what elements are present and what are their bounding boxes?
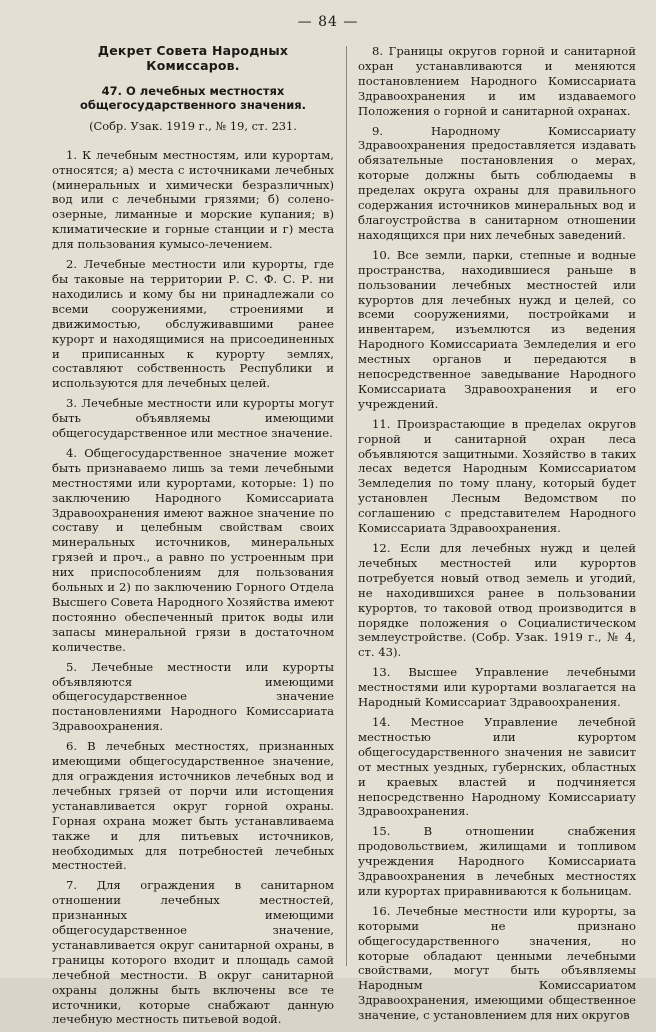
paragraph-15: 15. В отношении снабжения продовольствием, жилищами и топливом учреждения Народного Комиссариата Здравоохранения в лечебных местностях или курортах приравниваются к больницам.: [358, 824, 636, 898]
right-column: [358, 44, 636, 1028]
paragraph-7: 7. Для ограждения в санитарном отношении лечебных местностей, признанных имеющими общегосударственное значение, устанавливается округ санитарной охраны, в границы которого входит и площадь самой лечебной местности. В округ санитарной охраны должны быть включены все те источники, которые снабжают данную лечебную местность питьевой водой.: [52, 878, 334, 1027]
paragraph-1: 1. К лечебным местностям, или курортам, относятся; а) места с источниками лечебных (минеральных и химически безразличных) вод или с лечебными грязями; б) солено-озерные, лиманные и морские купания; в) климатические и горные станции и г) места для пользования кумысо-лечением.: [52, 147, 334, 252]
paragraph-12: 12. Если для лечебных нужд и целей лечебных местностей или курортов потребуется новый отвод земель и угодий, не находившихся ранее в пользовании курортов, то таковой отвод производится в порядке положения о Социалистическом землеустройстве. (Собр. Узак. 1919 г., № 4, ст. 43).: [358, 541, 636, 660]
law-heading: 47. О лечебных местностях общегосударственного значения.: [79, 83, 307, 113]
paragraph-16: 16. Лечебные местности или курорты, за которыми не признано общегосударственного значения, но которые обладают ценными лечебными свойствами, могут быть объявляемы Народным Комиссариатом Здравоохранения, имеющими общественное значение, с установлением для них округов: [358, 903, 636, 1023]
paragraph-14: 14. Местное Управление лечебной местностью или курортом общегосударственного значения не зависит от местных уездных, губернских, областных и краевых властей и подчиняется непосредственно Народному Комиссариату Здравоохранения.: [358, 714, 636, 819]
paragraph-2: 2. Лечебные местности или курорты, где бы таковые на территории Р. С. Ф. С. Р. ни находились и кому бы ни принадлежали со всеми сооружениями, строениями и движимостью, обслуживавшими ранее курорт и находящимися на присоединенных и приписанных к курорту землях, составляют собственность Республики и используются для лечебных целей.: [52, 257, 334, 391]
paragraph-6: 6. В лечебных местностях, признанных имеющими общегосударственное значение, для ограждения источников лечебных вод и лечебных грязей от порчи или истощения устанавливается округ горной охраны. Горная охрана может быть устанавливаема также и для питьевых источников, необходимых для потребностей лечебных местностей.: [52, 739, 334, 873]
paragraph-3: 3. Лечебные местности или курорты могут быть объявляемы имеющими общегосударственное или местное значение.: [52, 396, 334, 441]
paragraph-11: 11. Произрастающие в пределах округов горной и санитарной охран леса объявляются защитными. Хозяйство в таких лесах ведется Народным Комиссариатом Земледелия по тому плану, который будет установлен Лесным Ведомством по соглашению с представителем Народного Комиссариата Здравоохранения.: [358, 416, 636, 536]
paragraph-8: 8. Границы округов горной и санитарной охран устанавливаются и меняются постановлением Народного Комиссариата Здравоохранения и им издаваемого Положения о горной и санитарной охранах.: [358, 44, 636, 118]
source-citation: (Собр. Узак. 1919 г., № 19, ст. 231.: [89, 118, 297, 133]
page-number: — 84 —: [297, 14, 359, 30]
paragraph-9: 9. Народному Комиссариату Здравоохранения предоставляется издавать обязательные постановления о мерах, которые должны быть соблюдаемы в пределах округа охраны для правильного содержания источников минеральных вод и благоустройства в санитарном отношении находящихся при них лечебных заведений.: [358, 123, 636, 242]
paragraph-4: 4. Общегосударственное значение может быть признаваемо лишь за теми лечебными местностями или курортами, которые: 1) по заключению Народного Комиссариата Здравоохранения имеют важное значение по составу и целебным свойствам своих минеральных источников, минеральных грязей и проч., а равно по устроенным при них приспособлениям для пользования больных и 2) по заключению Горного Отдела Высшего Совета Народного Хозяйства имеют постоянно обеспеченный приток воды или запасы минеральной грязи в достаточном количестве.: [52, 445, 334, 654]
column-divider: [346, 46, 347, 966]
left-column: [52, 44, 334, 1032]
paragraph-10: 10. Все земли, парки, степные и водные пространства, находившиеся раньше в пользовании лечебных местностей или курортов для лечебных нужд и целей, со всеми сооружениями, постройками и инвентарем, изъемлются из ведения Народного Комиссариата Земледелия и его местных органов и передаются в непосредственное заведывание Народного Комиссариата Здравоохранения и его учреждений.: [358, 247, 636, 411]
decree-title: Декрет Совета Народных Комиссаров.: [97, 43, 289, 73]
paragraph-5: 5. Лечебные местности или курорты объявляются имеющими общегосударственное значение постановлениями Народного Комиссариата Здравоохранения.: [52, 659, 334, 734]
paragraph-13: 13. Высшее Управление лечебными местностями или курортами возлагается на Народный Комиссариат Здравоохранения.: [358, 665, 636, 710]
